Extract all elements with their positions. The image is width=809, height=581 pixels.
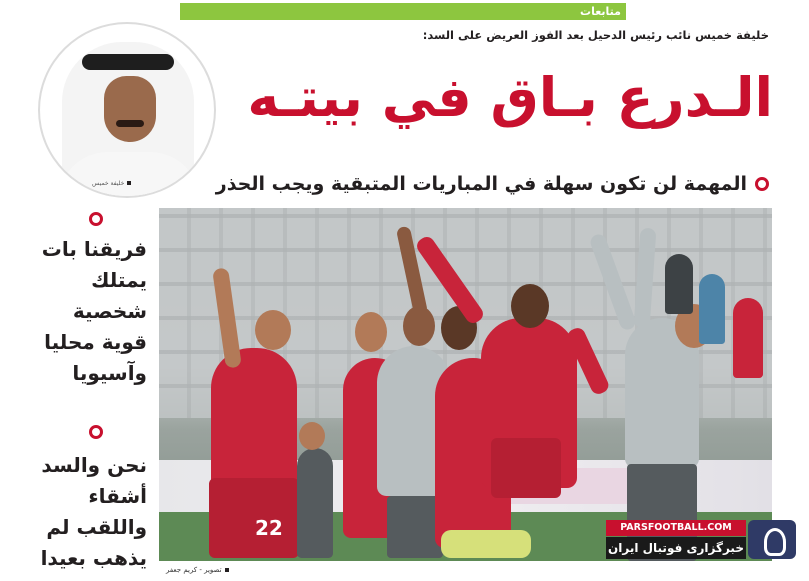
article-subhead [209, 172, 769, 196]
portrait-agal [82, 54, 174, 70]
quote-1-line: يمتلك [91, 268, 147, 292]
article-kicker: خليفة خميس نائب رئيس الدحيل بعد الفوز العريض على السد: [422, 28, 769, 42]
bullet-ring-icon [755, 177, 769, 191]
photo-caption [166, 566, 229, 574]
parsfootball-watermark [606, 520, 796, 564]
quote-block-1 [7, 234, 147, 389]
article-headline: الـدرع بـاق في بيتـه [247, 66, 773, 129]
quote-2-line: نحن والسد [41, 453, 147, 477]
spectator-figure [699, 274, 725, 344]
caption-square-icon [127, 181, 131, 185]
child-head [299, 422, 325, 450]
portrait-caption-text: خليفة خميس [92, 180, 125, 187]
quote-ring-icon [89, 212, 103, 226]
parsfootball-logo-icon [748, 520, 796, 559]
quote-1-line: فريقنا بات [41, 237, 147, 261]
portrait-face [104, 76, 156, 142]
quote-2-line: واللقب لم [46, 515, 147, 539]
player-shorts [491, 438, 561, 498]
player-head [255, 310, 291, 350]
quote-block-2 [7, 450, 147, 574]
jersey-number: 22 [255, 516, 283, 540]
player-head [355, 312, 387, 352]
player-shorts [209, 478, 299, 558]
portrait-photo [38, 22, 216, 198]
celebration-photo [159, 208, 772, 561]
spectator-figure [665, 254, 693, 314]
watermark-site: PARSFOOTBALL.COM [606, 520, 746, 536]
child-figure [297, 448, 333, 558]
quote-2-line: يذهب بعيدا [40, 546, 147, 570]
subhead-text: المهمة لن تكون سهلة في المباريات المتبقية ويجب الحذر [215, 173, 747, 195]
photo-caption-text: تصوير - كريم جعفر [166, 566, 222, 574]
quote-2-line: أشقاء [88, 484, 147, 508]
section-bar [180, 3, 626, 20]
portrait-caption [92, 180, 131, 187]
section-label: متابعات [580, 5, 621, 18]
green-towel [441, 530, 531, 558]
portrait-moustache [116, 120, 144, 127]
caption-square-icon [225, 568, 229, 572]
player-head [511, 284, 549, 328]
quote-1-line: قوية محليا [44, 330, 147, 354]
quote-ring-icon [89, 425, 103, 439]
spectator-figure [733, 298, 763, 378]
watermark-tagline: خبرگزاری فوتبال ایران [606, 537, 746, 559]
quote-1-line: وآسيويا [72, 361, 147, 385]
quote-1-line: شخصية [72, 299, 147, 323]
